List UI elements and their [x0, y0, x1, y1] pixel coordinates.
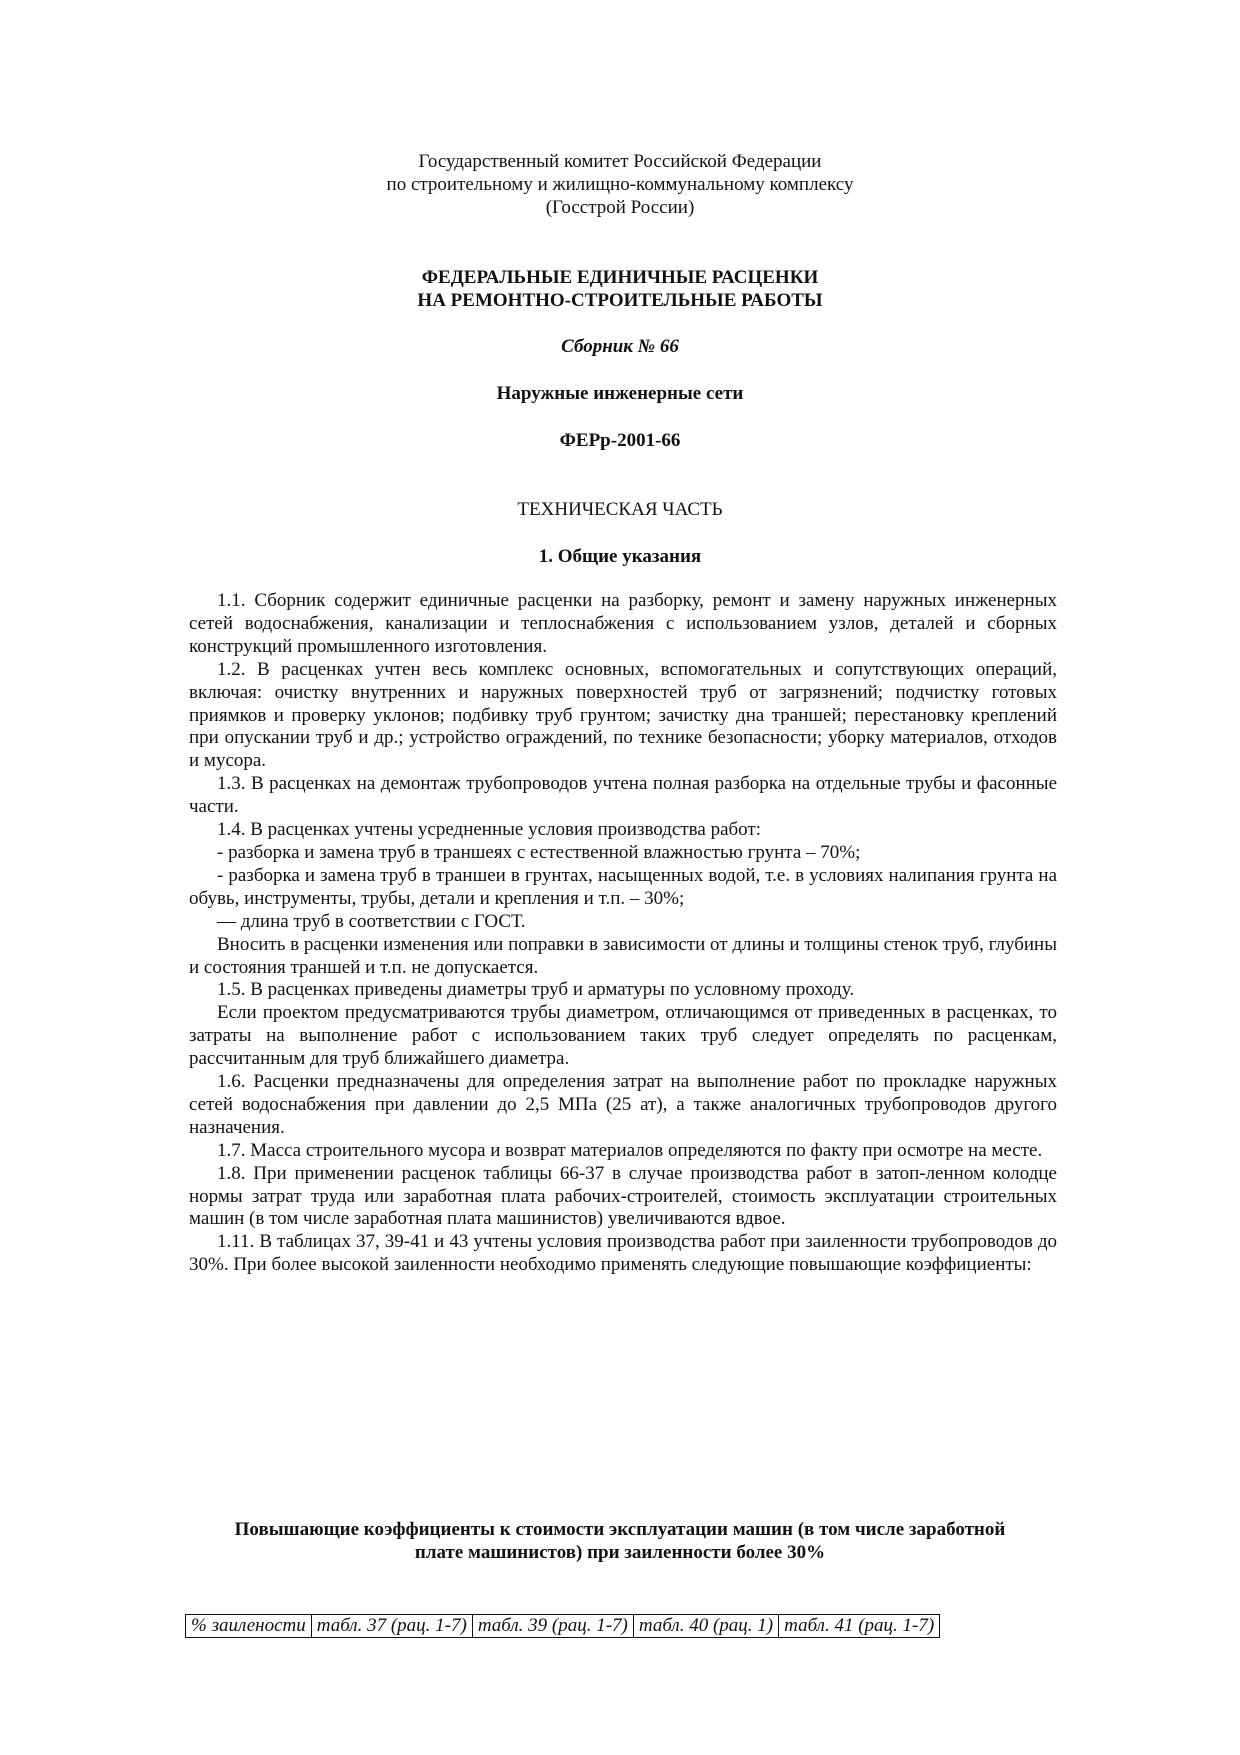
- paragraph-1-6: 1.6. Расценки предназначены для определения затрат на выполнение работ по прокладке наружных сетей водоснабжения при давлении до 2,5 МПа (25 ат), а также аналогичных трубопроводов другого назначения.: [189, 1071, 1057, 1138]
- title-line-1: ФЕДЕРАЛЬНЫЕ ЕДИНИЧНЫЕ РАСЦЕНКИ: [421, 267, 819, 288]
- subsection-title: 1. Общие указания: [538, 546, 702, 567]
- paragraph-1-8: 1.8. При применении расценок таблицы 66-37 в случае производства работ в затоп-ленном колодце нормы затрат труда или заработная плата рабочих-строителей, стоимость эксплуатации строительных машин (в том числе заработная плата машинистов) увеличиваются вдвое.: [189, 1162, 1057, 1230]
- collection-number: Сборник № 66: [561, 336, 679, 357]
- issuer-line-3: (Госстрой России): [545, 197, 695, 218]
- list-item-wet-trench: - разборка и замена труб в траншеи в грунтах, насыщенных водой, т.е. в условиях налипания грунта на обувь, инструменты, трубы, детали и крепления и т.п. – 30%;: [189, 864, 1057, 909]
- coefficient-table: [185, 1614, 940, 1638]
- section-title: ТЕХНИЧЕСКАЯ ЧАСТЬ: [517, 499, 723, 520]
- document-code: ФЕРр-2001-66: [559, 430, 681, 451]
- table-header-row: [186, 1615, 940, 1638]
- general-instructions-body: [189, 590, 1057, 1277]
- paragraph-1-11: 1.11. В таблицах 37, 39-41 и 43 учтены условия производства работ при заиленности трубопроводов до 30%. При более высокой заиленности необходимо применять следующие повышающие коэффициенты:: [189, 1231, 1057, 1276]
- table-title-line-1: Повышающие коэффициенты к стоимости эксплуатации машин (в том числе заработной: [234, 1519, 1006, 1540]
- paragraph-no-changes: Вносить в расценки изменения или поправки в зависимости от длины и толщины стенок труб, глубины и состояния траншей и т.п. не допускается.: [189, 933, 1057, 978]
- header-cell-table-40: табл. 40 (рац. 1): [633, 1615, 778, 1638]
- title-line-2: НА РЕМОНТНО-СТРОИТЕЛЬНЫЕ РАБОТЫ: [417, 290, 823, 311]
- list-item-pipe-length: — длина труб в соответствии с ГОСТ.: [217, 910, 526, 932]
- header-cell-table-39: табл. 39 (рац. 1-7): [472, 1615, 633, 1638]
- paragraph-1-5: 1.5. В расценках приведены диаметры труб и арматуры по условному проходу.: [217, 979, 855, 1001]
- collection-subject: Наружные инженерные сети: [496, 383, 744, 404]
- table-title-line-2: плате машинистов) при заиленности более 30%: [414, 1542, 826, 1563]
- issuer-line-1: Государственный комитет Российской Федерации: [418, 151, 822, 172]
- paragraph-1-2: 1.2. В расценках учтен весь комплекс основных, вспомогательных и сопутствующих операций, включая: очистку внутренних и наружных поверхностей труб от загрязнений; подчистку готовых приямков и проверку уклонов; подбивку труб грунтом; зачистку дна траншей; перестановку креплений при опускании труб и др.; устройство ограждений, по технике безопасности; уборку материалов, отходов и мусора.: [189, 658, 1057, 772]
- paragraph-1-7: 1.7. Масса строительного мусора и возврат материалов определяются по факту при осмотре на месте.: [217, 1139, 1043, 1161]
- header-cell-silting: % заилености: [186, 1615, 312, 1638]
- coefficient-table-title: [170, 1518, 1070, 1564]
- paragraph-1-1: 1.1. Сборник содержит единичные расценки на разборку, ремонт и замену наружных инженерных сетей водоснабжения, канализации и теплоснабжения с использованием узлов, деталей и сборных конструкций промышленного изготовления.: [189, 590, 1057, 657]
- issuer-line-2: по строительному и жилищно-коммунальному комплексу: [386, 174, 854, 195]
- paragraph-diameter-note: Если проектом предусматриваются трубы диаметром, отличающимся от приведенных в расценках, то затраты на выполнение работ с использованием таких труб следует определять по расценкам, рассчитанным для труб ближайшего диаметра.: [189, 1002, 1057, 1070]
- paragraph-1-3: 1.3. В расценках на демонтаж трубопроводов учтена полная разборка на отдельные трубы и фасонные части.: [189, 773, 1057, 818]
- header-cell-table-41: табл. 41 (рац. 1-7): [779, 1615, 940, 1638]
- paragraph-1-4: 1.4. В расценках учтены усредненные условия производства работ:: [217, 819, 761, 841]
- issuer-header: [0, 150, 1240, 219]
- header-cell-table-37: табл. 37 (рац. 1-7): [311, 1615, 472, 1638]
- list-item-dry-trench: - разборка и замена труб в траншеях с естественной влажностью грунта – 70%;: [217, 841, 861, 863]
- document-title: [0, 266, 1240, 312]
